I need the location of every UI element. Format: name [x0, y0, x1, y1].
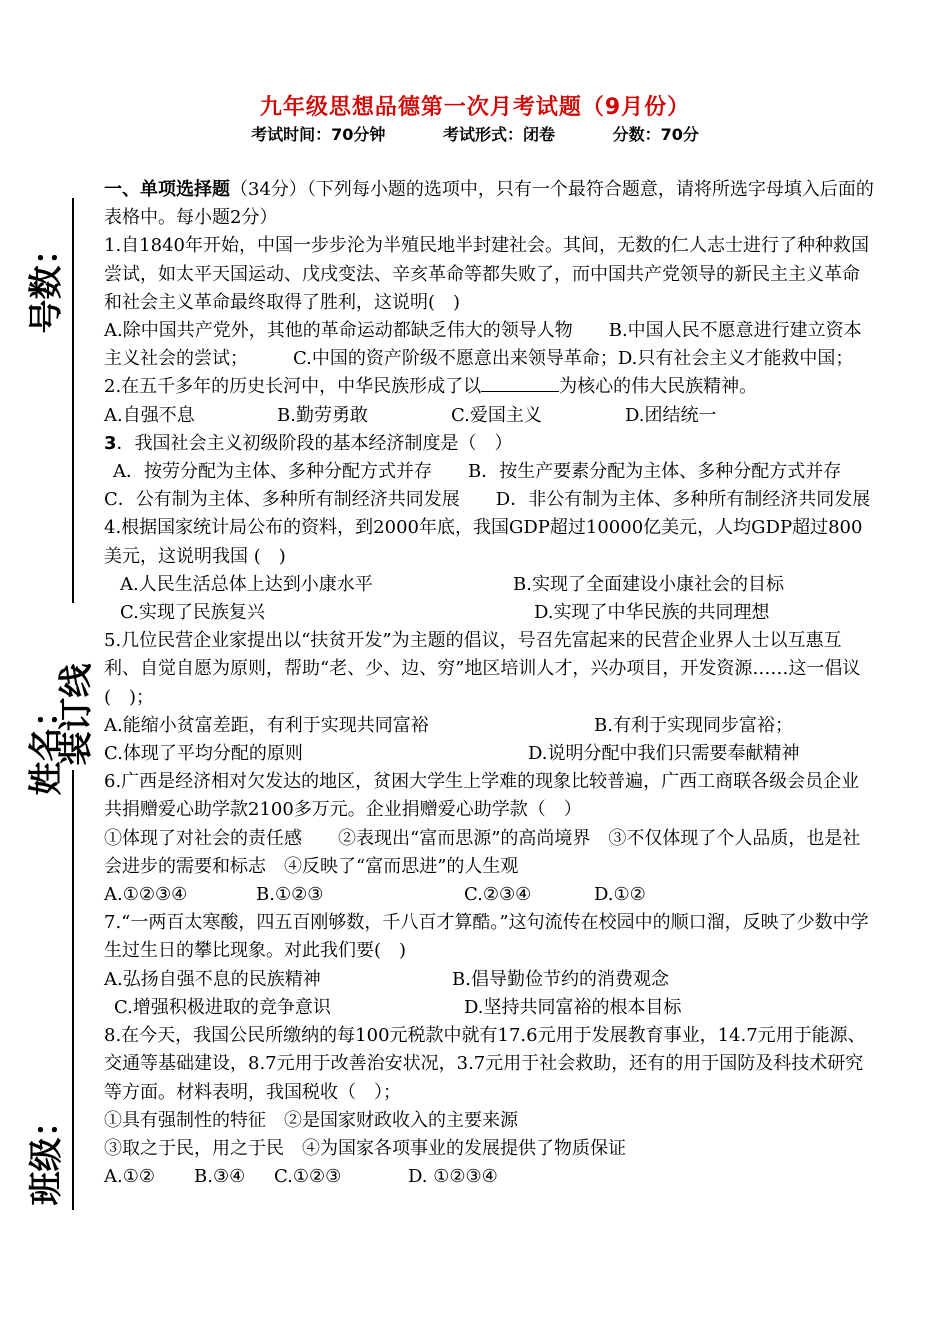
question-content — [104, 176, 876, 1191]
side-number-label: 号数： — [26, 231, 67, 334]
q8-items-2: ③取之于民，用之于民 ④为国家各项事业的发展提供了物质保证 — [104, 1137, 626, 1159]
q5-options-row1: A.能缩小贫富差距，有利于实现共同富裕 B.有利于实现同步富裕； — [104, 714, 793, 736]
blank-line — [481, 373, 559, 392]
q3-options: A．按劳分配为主体、多种分配方式并存 B．按生产要素分配为主体、多种分配方式并存 C．公有制为主体、多种所有制经济共同发展 D．非公有制为主体、多种所有制经济共同发展 — [104, 461, 878, 511]
q2-options: A.自强不息 B.勤劳勇敢 C.爱国主义 D.团结统一 — [104, 404, 717, 426]
q6-options: A.①②③④ B.①②③ C.②③④ D.①② — [104, 884, 646, 906]
q6-stem: 6.广西是经济相对欠发达的地区，贫困大学生上学难的现象比较普遍，广西工商联各级会员企业共捐赠爱心助学款2100多万元。企业捐赠爱心助学款（ ） — [104, 771, 860, 821]
q7-options-row1: A.弘扬自强不息的民族精神 B.倡导勤俭节约的消费观念 — [104, 968, 669, 990]
exam-time: 考试时间：70分钟 — [251, 125, 386, 144]
side-name-label: 姓名： — [26, 693, 67, 796]
q7-stem: 7.“一两百太寒酸，四五百刚够数，千八百才算酷。”这句流传在校园中的顺口溜，反映了少数中学生过生日的攀比现象。对此我们要( ) — [104, 912, 869, 962]
q8-stem: 8.在今天，我国公民所缴纳的每100元税款中就有17.6元用于发展教育事业，14.7元用于能源、交通等基础建设，8.7元用于改善治安状况，3.7元用于社会救助，还有的用于国防及科技术研究等方面。材料表明，我国税收（ ）； — [104, 1025, 866, 1103]
exam-score: 分数：70分 — [612, 125, 699, 144]
section-heading: 一、单项选择题（34分）（下列每小题的选项中，只有一个最符合题意，请将所选字母填入后面的表格中。每小题2分） — [104, 179, 874, 229]
exam-form: 考试形式：闭卷 — [442, 125, 555, 144]
q8-items-1: ①具有强制性的特征 ②是国家财政收入的主要来源 — [104, 1109, 518, 1131]
exam-title: 九年级思想品德第一次月考试题（9月份） — [259, 95, 691, 120]
exam-meta — [0, 122, 950, 145]
q3-stem: 3．我国社会主义初级阶段的基本经济制度是（ ） — [104, 432, 513, 454]
q1-options: A.除中国共产党外，其他的革命运动都缺乏伟大的领导人物 B.中国人民不愿意进行建立资本主义社会的尝试； C.中国的资产阶级不愿意出来领导革命；D.只有社会主义才能救中国； — [104, 320, 862, 370]
side-class-label: 班级： — [26, 1103, 67, 1206]
q4-options-row2: C.实现了民族复兴 D.实现了中华民族的共同理想 — [120, 602, 770, 624]
binding-line-bottom — [72, 770, 74, 1210]
binding-line-label: 装订线 — [56, 663, 97, 766]
q1-stem: 1.自1840年开始，中国一步步沦为半殖民地半封建社会。其间，无数的仁人志士进行了种种救国尝试，如太平天国运动、戊戌变法、辛亥革命等都失败了，而中国共产党领导的新民主主义革命和社会主义革命最终取得了胜利，这说明( ) — [104, 235, 869, 313]
q4-options-row1: A.人民生活总体上达到小康水平 B.实现了全面建设小康社会的目标 — [120, 573, 784, 595]
q5-options-row2: C.体现了平均分配的原则 D.说明分配中我们只需要奉献精神 — [104, 743, 800, 765]
q8-options: A.①② B.③④ C.①②③ D. ①②③④ — [104, 1166, 498, 1188]
q6-items: ①体现了对社会的责任感 ②表现出“富而思源”的高尚境界 ③不仅体现了个人品质，也是社会进步的需要和标志 ④反映了“富而思进”的人生观 — [104, 827, 861, 877]
binding-line-top — [72, 198, 74, 603]
q2-stem: 2.在五千多年的历史长河中，中华民族形成了以 为核心的伟大民族精神。 — [104, 373, 876, 401]
q4-stem: 4.根据国家统计局公布的资料，到2000年底，我国GDP超过10000亿美元，人均GDP超过800美元，这说明我国 ( ) — [104, 517, 863, 567]
q5-stem: 5.几位民营企业家提出以“扶贫开发”为主题的倡议，号召先富起来的民营企业界人士以互惠互利、自觉自愿为原则，帮助“老、少、边、穷”地区培训人才，兴办项目，开发资源……这一倡议( )； — [104, 630, 861, 708]
q7-options-row2: C.增强积极进取的竞争意识 D.坚持共同富裕的根本目标 — [114, 996, 682, 1018]
